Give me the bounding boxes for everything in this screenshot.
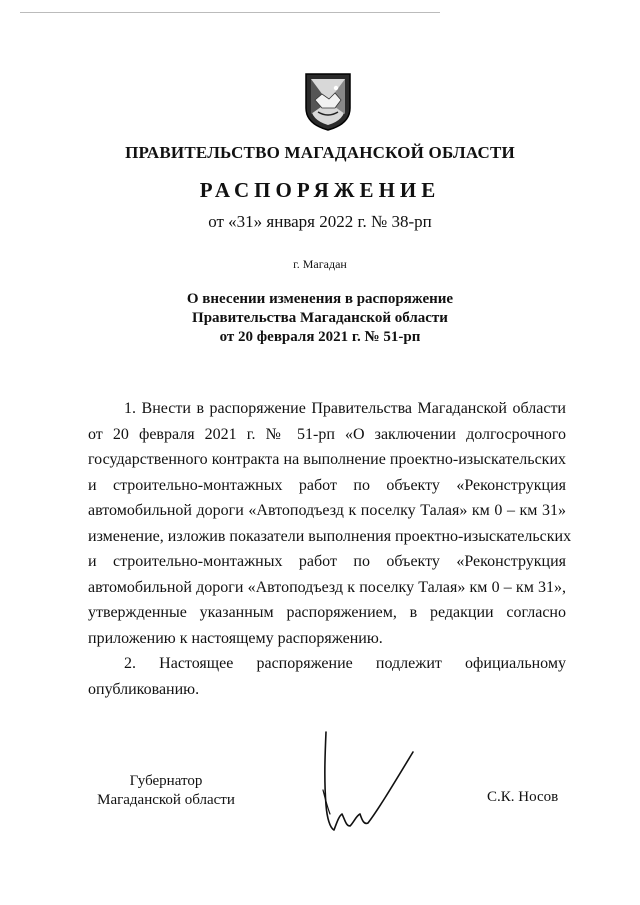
body-line: опубликованию. xyxy=(88,680,200,698)
handwritten-signature xyxy=(318,730,428,840)
signatory-name: С.К. Носов xyxy=(487,789,559,805)
body-line: государственного контракта на выполнение проектно-изыскательских xyxy=(88,451,566,468)
document-body xyxy=(88,396,572,702)
subject-line: от 20 февраля 2021 г. № 51-рп xyxy=(219,329,421,345)
subject-line: О внесении изменения в распоряжение xyxy=(186,291,454,307)
body-line: приложению к настоящему распоряжению. xyxy=(88,629,383,647)
position-line: Губернатор xyxy=(129,773,203,789)
body-line: утвержденные указанным распоряжением, в редакции согласно xyxy=(88,604,566,621)
body-line: изменение, изложив показатели выполнения проектно-изыскательских xyxy=(88,527,572,545)
paragraph-2 xyxy=(88,651,566,702)
body-line: и строительно-монтажных работ по объекту «Реконструкция xyxy=(88,553,566,570)
body-line: автомобильной дороги «Автоподъезд к поселку Талая» км 0 – км 31» xyxy=(88,502,566,519)
document-date-number: от «31» января 2022 г. № 38-рп xyxy=(208,212,432,231)
document-type-title: РАСПОРЯЖЕНИЕ xyxy=(199,178,441,202)
body-line: 1. Внести в распоряжение Правительства Магаданской области xyxy=(124,400,566,417)
subject-line: Правительства Магаданской области xyxy=(192,310,448,326)
body-line: автомобильной дороги «Автоподъезд к поселку Талая» км 0 – км 31», xyxy=(88,578,566,596)
body-line: 2. Настоящее распоряжение подлежит официальному xyxy=(124,655,566,672)
position-line: Магаданской области xyxy=(97,792,235,808)
paragraph-1 xyxy=(88,396,572,651)
coat-of-arms-icon xyxy=(302,72,354,132)
page-top-rule xyxy=(20,12,440,13)
body-line: от 20 февраля 2021 г. № 51-рп «О заключении долгосрочного xyxy=(88,425,566,443)
signatory-position xyxy=(86,772,246,810)
organization-name: ПРАВИТЕЛЬСТВО МАГАДАНСКОЙ ОБЛАСТИ xyxy=(125,143,515,162)
document-subject xyxy=(0,290,640,347)
document-city: г. Магадан xyxy=(293,257,347,271)
body-line: и строительно-монтажных работ по объекту «Реконструкция xyxy=(88,476,566,494)
